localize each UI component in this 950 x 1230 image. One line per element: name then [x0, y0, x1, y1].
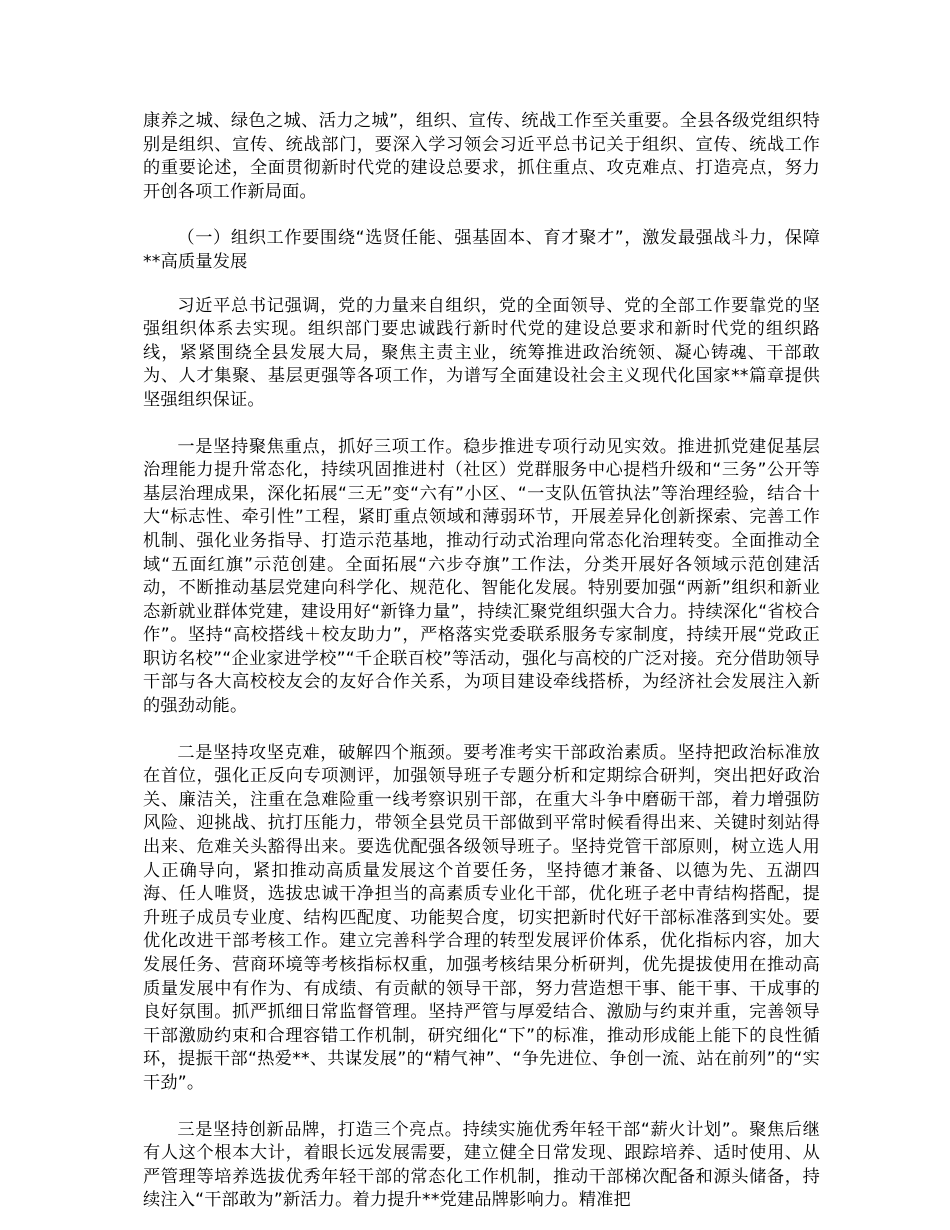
paragraph-gap	[143, 413, 820, 436]
paragraph-gap	[143, 204, 820, 227]
intro-paragraph: 康养之城、绿色之城、活力之城”，组织、宣传、统战工作至关重要。全县各级党组织特别是组织、宣传、统战部门，要深入学习领会习近平总书记关于组织、宣传、统战工作的重要论述，全面贯彻新时代党的建设总要求，抓住重点、攻克难点、打造亮点，努力开创各项工作新局面。	[143, 111, 820, 202]
body-paragraph: 一是坚持聚焦重点，抓好三项工作。稳步推进专项行动见实效。推进抓党建促基层治理能力提升常态化，持续巩固推进村（社区）党群服务中心提档升级和“三务”公开等基层治理成果，深化拓展“三无”变“六有”小区、“一支队伍管执法”等治理经验，结合十大“标志性、牵引性”工程，紧盯重点领域和薄弱环节，开展差异化创新探索、完善工作机制、强化业务指导、打造示范基地，推动行动式治理向常态化治理转变。全面推动全域“五面红旗”示范创建。全面拓展“六步夺旗”工作法，分类开展好各领域示范创建活动，不断推动基层党建向科学化、规范化、智能化发展。特别要加强“两新”组织和新业态新就业群体党建，建设用好“新锋力量”，持续汇聚党组织强大合力。持续深化“省校合作”。坚持“高校搭线＋校友助力”，严格落实党委联系服务专家制度，持续开展“党政正职访名校”“企业家进学校”“千企联百校”等活动，强化与高校的广泛对接。充分借助领导干部与各大高校校友会的友好合作关系，为项目建设牵线搭桥，为经济社会发展注入新的强劲动能。	[143, 436, 820, 717]
section-heading: （一）组织工作要围绕“选贤任能、强基固本、育才聚才”，激发最强战斗力，保障**高质量发展	[143, 228, 820, 272]
paragraph-gap	[143, 275, 820, 295]
body-paragraph: 习近平总书记强调，党的力量来自组织，党的全面领导、党的全部工作要靠党的坚强组织体系去实现。组织部门要忠诚践行新时代党的建设总要求和新时代党的组织路线，紧紧围绕全县发展大局，聚焦主责主业，统筹推进政治统领、凝心铸魂、干部敢为、人才集聚、基层更强等各项工作，为谱写全面建设社会主义现代化国家**篇章提供坚强组织保证。	[143, 295, 820, 410]
body-paragraph: 二是坚持攻坚克难，破解四个瓶颈。要考准考实干部政治素质。坚持把政治标准放在首位，强化正反向专项测评，加强领导班子专题分析和定期综合研判，突出把好政治关、廉洁关，注重在急难险重一线考察识别干部，在重大斗争中磨砺干部，着力增强防风险、迎挑战、抗打压能力，带领全县党员干部做到平常时候看得出来、关键时刻站得出来、危难关头豁得出来。要选优配强各级领导班子。坚持党管干部原则，树立选人用人正确导向，紧扣推动高质量发展这个首要任务，坚持德才兼备、以德为先、五湖四海、任人唯贤，选拔忠诚干净担当的高素质专业化干部，优化班子老中青结构搭配，提升班子成员专业度、结构匹配度、功能契合度，切实把新时代好干部标准落到实处。要优化改进干部考核工作。建立完善科学合理的转型发展评价体系，优化指标内容，加大发展任务、营商环境等考核指标权重，加强考核结果分析研判，优先提拔使用在推动高质量发展中有作为、有成绩、有贡献的领导干部，努力营造想干事、能干事、干成事的良好氛围。抓严抓细日常监督管理。坚持严管与厚爱结合、激励与约束并重，完善领导干部激励约束和合理容错工作机制，研究细化“下”的标准，推动形成能上能下的良性循环，提振干部“热爱**、共谋发展”的“精气神”、“争先进位、争创一流、站在前列”的“实干劲”。	[143, 742, 820, 1093]
paragraph-gap	[143, 719, 820, 742]
body-paragraph: 三是坚持创新品牌，打造三个亮点。持续实施优秀年轻干部“薪火计划”。聚焦后继有人这个根本大计，着眼长远发展需要，建立健全日常发现、跟踪培养、适时使用、从严管理等培养选拔优秀年轻干部的常态化工作机制，推动干部梯次配备和源头储备，持续注入“干部敢为”新活力。着力提升**党建品牌影响力。精准把	[143, 1119, 820, 1211]
paragraph-gap	[143, 1096, 820, 1119]
